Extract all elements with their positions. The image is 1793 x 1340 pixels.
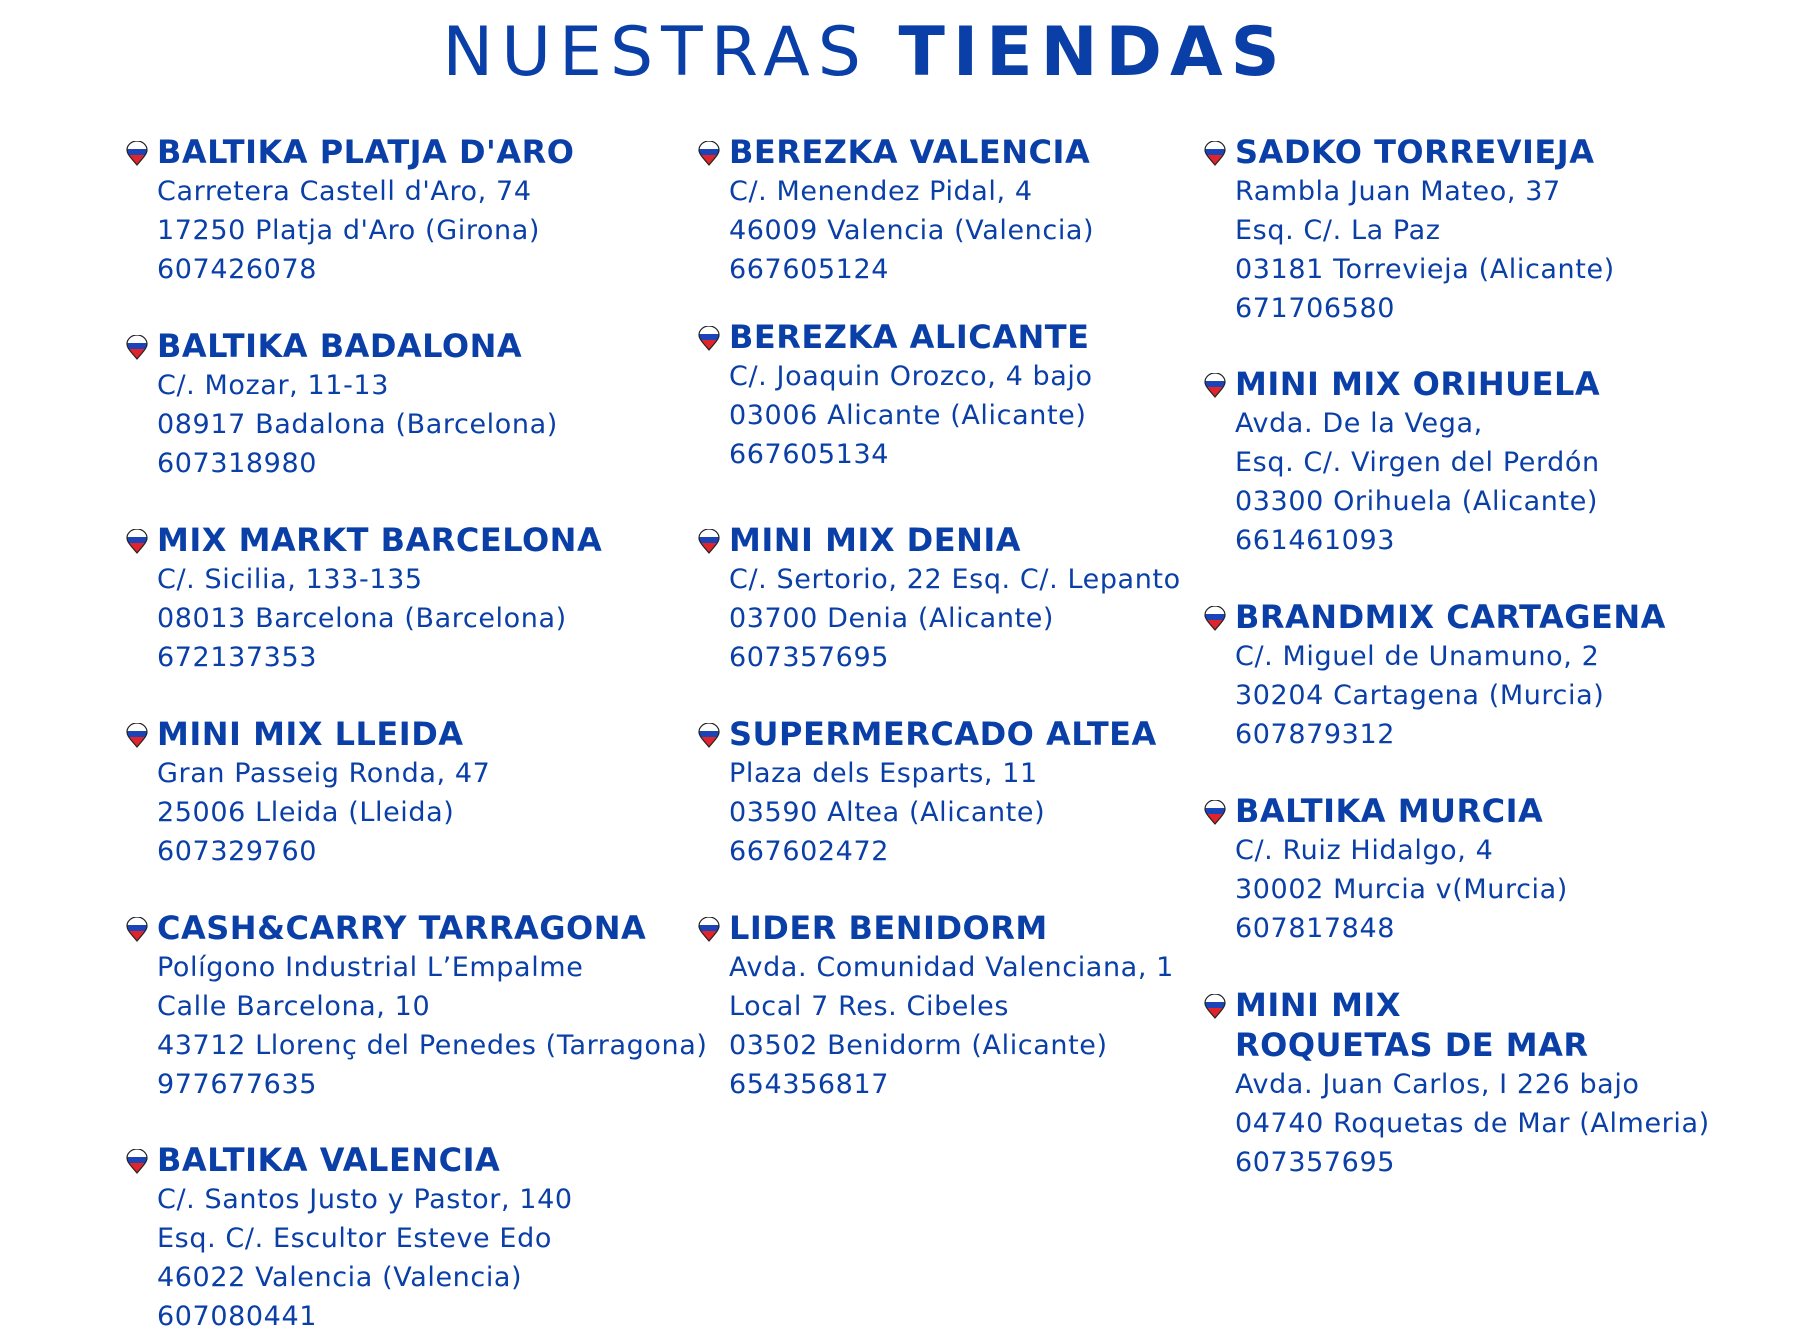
store-name: MINI MIX DENIA	[729, 521, 1022, 559]
russia-flag-pin-icon	[698, 917, 720, 942]
store-city: 46022 Valencia (Valencia)	[157, 1262, 523, 1293]
store-address: Plaza dels Esparts, 11	[729, 758, 1038, 789]
store-name: BRANDMIX CARTAGENA	[1235, 598, 1666, 636]
store-entry	[1204, 597, 1764, 791]
russia-flag-pin-icon	[126, 529, 148, 554]
store-address: C/. Sertorio, 22 Esq. C/. Lepanto	[729, 564, 1181, 595]
store-address: C/. Mozar, 11-13	[157, 370, 389, 401]
store-address-2: Esq. C/. La Paz	[1235, 215, 1441, 246]
store-city: 43712 Llorenç del Penedes (Tarragona)	[157, 1030, 708, 1061]
store-city: 03700 Denia (Alicante)	[729, 603, 1055, 634]
store-phone: 667605134	[729, 439, 890, 470]
store-entry	[698, 908, 1208, 1104]
store-entry	[698, 132, 1208, 317]
store-address: Gran Passeig Ronda, 47	[157, 758, 491, 789]
store-city: 08013 Barcelona (Barcelona)	[157, 603, 567, 634]
store-city: 46009 Valencia (Valencia)	[729, 215, 1095, 246]
store-address: C/. Sicilia, 133-135	[157, 564, 423, 595]
store-name: BALTIKA PLATJA D'ARO	[157, 133, 575, 171]
store-phone: 607318980	[157, 448, 318, 479]
store-city: 03006 Alicante (Alicante)	[729, 400, 1087, 431]
store-phone: 607329760	[157, 836, 318, 867]
russia-flag-pin-icon	[126, 723, 148, 748]
store-address: C/. Ruiz Hidalgo, 4	[1235, 835, 1494, 866]
store-phone: 607357695	[1235, 1147, 1396, 1178]
store-address: C/. Miguel de Unamuno, 2	[1235, 641, 1600, 672]
russia-flag-pin-icon	[126, 141, 148, 166]
store-phone: 977677635	[157, 1069, 318, 1100]
store-entry	[1204, 132, 1764, 364]
store-entry	[698, 317, 1208, 520]
store-city: 03590 Altea (Alicante)	[729, 797, 1046, 828]
store-name: BEREZKA ALICANTE	[729, 318, 1090, 356]
page-title-light: NUESTRAS	[442, 13, 869, 92]
store-entry	[126, 520, 716, 714]
store-name: MINI MIX ORIHUELA	[1235, 365, 1601, 403]
russia-flag-pin-icon	[1204, 141, 1226, 166]
page-title	[0, 8, 1730, 98]
store-name: MINI MIX ROQUETAS DE MAR	[1235, 986, 1589, 1064]
store-entry	[126, 1140, 716, 1336]
store-name: BEREZKA VALENCIA	[729, 133, 1091, 171]
store-column-2	[698, 132, 1208, 1104]
store-name: SADKO TORREVIEJA	[1235, 133, 1595, 171]
store-entry	[698, 520, 1208, 714]
store-name: CASH&CARRY TARRAGONA	[157, 909, 647, 947]
store-city: 30204 Cartagena (Murcia)	[1235, 680, 1605, 711]
store-city: 17250 Platja d'Aro (Girona)	[157, 215, 541, 246]
store-name: BALTIKA MURCIA	[1235, 792, 1544, 830]
store-address: C/. Santos Justo y Pastor, 140	[157, 1184, 573, 1215]
russia-flag-pin-icon	[126, 335, 148, 360]
store-address: Rambla Juan Mateo, 37	[1235, 176, 1561, 207]
russia-flag-pin-icon	[698, 529, 720, 554]
store-phone: 607817848	[1235, 913, 1396, 944]
store-name: SUPERMERCADO ALTEA	[729, 715, 1157, 753]
store-phone: 667605124	[729, 254, 890, 285]
store-phone: 607426078	[157, 254, 318, 285]
store-address-2: Esq. C/. Virgen del Perdón	[1235, 447, 1600, 478]
store-city: 03300 Orihuela (Alicante)	[1235, 486, 1599, 517]
store-phone: 672137353	[157, 642, 318, 673]
russia-flag-pin-icon	[1204, 994, 1226, 1019]
store-phone: 607879312	[1235, 719, 1396, 750]
store-address: C/. Menendez Pidal, 4	[729, 176, 1033, 207]
store-entry	[126, 908, 716, 1140]
store-phone: 661461093	[1235, 525, 1396, 556]
store-name: MIX MARKT BARCELONA	[157, 521, 603, 559]
store-entry	[126, 714, 716, 908]
store-city: 04740 Roquetas de Mar (Almeria)	[1235, 1108, 1710, 1139]
store-entry	[698, 714, 1208, 908]
russia-flag-pin-icon	[1204, 373, 1226, 398]
store-name: BALTIKA BADALONA	[157, 327, 523, 365]
russia-flag-pin-icon	[126, 917, 148, 942]
russia-flag-pin-icon	[1204, 800, 1226, 825]
store-name: MINI MIX LLEIDA	[157, 715, 464, 753]
store-address-2: Local 7 Res. Cibeles	[729, 991, 1009, 1022]
russia-flag-pin-icon	[126, 1149, 148, 1174]
store-address: Polígono Industrial L’Empalme	[157, 952, 584, 983]
store-address: C/. Joaquin Orozco, 4 bajo	[729, 361, 1093, 392]
store-city: 03502 Benidorm (Alicante)	[729, 1030, 1108, 1061]
store-entry	[126, 326, 716, 520]
store-entry	[1204, 985, 1764, 1182]
store-column-3	[1204, 132, 1764, 1182]
store-phone: 667602472	[729, 836, 890, 867]
store-entry	[1204, 364, 1764, 597]
store-name: LIDER BENIDORM	[729, 909, 1048, 947]
store-entry	[1204, 791, 1764, 985]
russia-flag-pin-icon	[1204, 606, 1226, 631]
store-city: 08917 Badalona (Barcelona)	[157, 409, 558, 440]
store-address: Carretera Castell d'Aro, 74	[157, 176, 532, 207]
russia-flag-pin-icon	[698, 326, 720, 351]
store-city: 25006 Lleida (Lleida)	[157, 797, 455, 828]
store-phone: 607357695	[729, 642, 890, 673]
store-address-2: Esq. C/. Escultor Esteve Edo	[157, 1223, 552, 1254]
store-phone: 654356817	[729, 1069, 890, 1100]
store-address-2: Calle Barcelona, 10	[157, 991, 431, 1022]
store-name: BALTIKA VALENCIA	[157, 1141, 501, 1179]
russia-flag-pin-icon	[698, 723, 720, 748]
page-title-bold: TIENDAS	[898, 13, 1288, 92]
store-phone: 671706580	[1235, 293, 1396, 324]
store-city: 30002 Murcia v(Murcia)	[1235, 874, 1568, 905]
store-address: Avda. De la Vega,	[1235, 408, 1483, 439]
russia-flag-pin-icon	[698, 141, 720, 166]
store-entry	[126, 132, 716, 326]
store-phone: 607080441	[157, 1301, 318, 1332]
store-address: Avda. Juan Carlos, I 226 bajo	[1235, 1069, 1640, 1100]
store-address: Avda. Comunidad Valenciana, 1	[729, 952, 1174, 983]
store-column-1	[126, 132, 716, 1336]
store-city: 03181 Torrevieja (Alicante)	[1235, 254, 1615, 285]
